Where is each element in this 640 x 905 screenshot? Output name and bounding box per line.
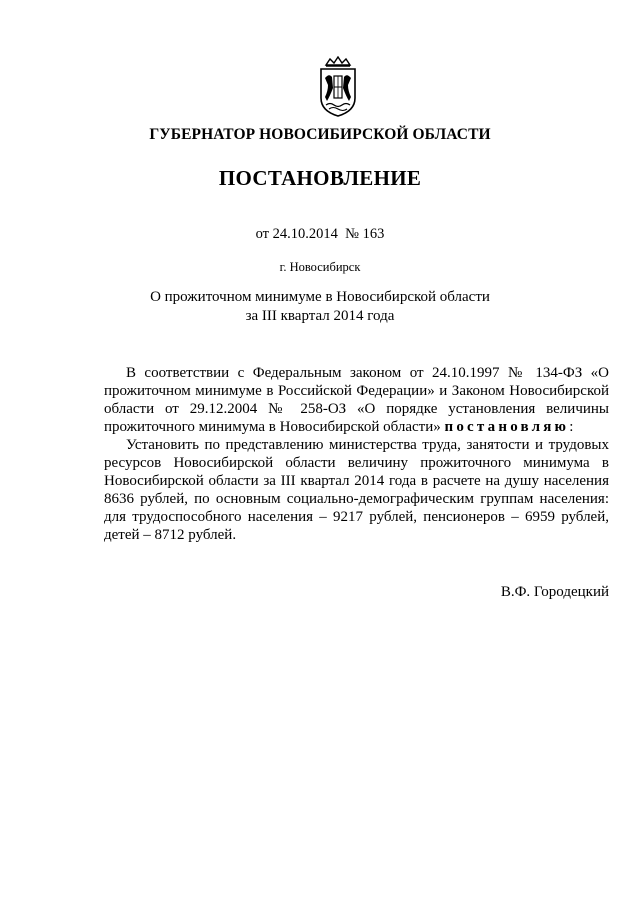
date-and-number: от 24.10.2014 № 163: [255, 226, 385, 242]
preamble-text: В соответствии с Федеральным законом от 24.10.1997 № 134-ФЗ «О прожиточном минимуме в Российской Федерации» и Законом Новосибирской области от 29.12.2004 № 258-ОЗ «О порядке установления величины прожиточного минимума в Новосибирской области»: [104, 365, 609, 435]
decree-word: постановляю: [444, 419, 570, 435]
subject-line-2: за III квартал 2014 года: [245, 308, 395, 324]
subject-line-1: О прожиточном минимуме в Новосибирской области: [150, 289, 490, 305]
city-line: г. Новосибирск: [279, 260, 361, 274]
document-subject: [0, 288, 640, 326]
signatory-name: В.Ф. Городецкий: [500, 584, 609, 600]
body-paragraph-decision: Установить по представлению министерства труда, занятости и трудовых ресурсов Новосибирской области величину прожиточного минимума в Новосибирской области за III квартал 2014 года в расчете на душу населения 8636 рублей, по основным социально-демографическим группам населения: для трудоспособного населения – 9217 рублей, пенсионеров – 6959 рублей, детей – 8712 рублей.: [104, 437, 609, 543]
body-paragraph-preamble: [104, 364, 609, 436]
document-body: [104, 364, 609, 544]
novosibirsk-coat-of-arms-icon: [316, 56, 360, 118]
issuing-authority: ГУБЕРНАТОР НОВОСИБИРСКОЙ ОБЛАСТИ: [149, 126, 491, 143]
preamble-colon: :: [569, 419, 574, 435]
document-type-title: ПОСТАНОВЛЕНИЕ: [218, 166, 422, 190]
